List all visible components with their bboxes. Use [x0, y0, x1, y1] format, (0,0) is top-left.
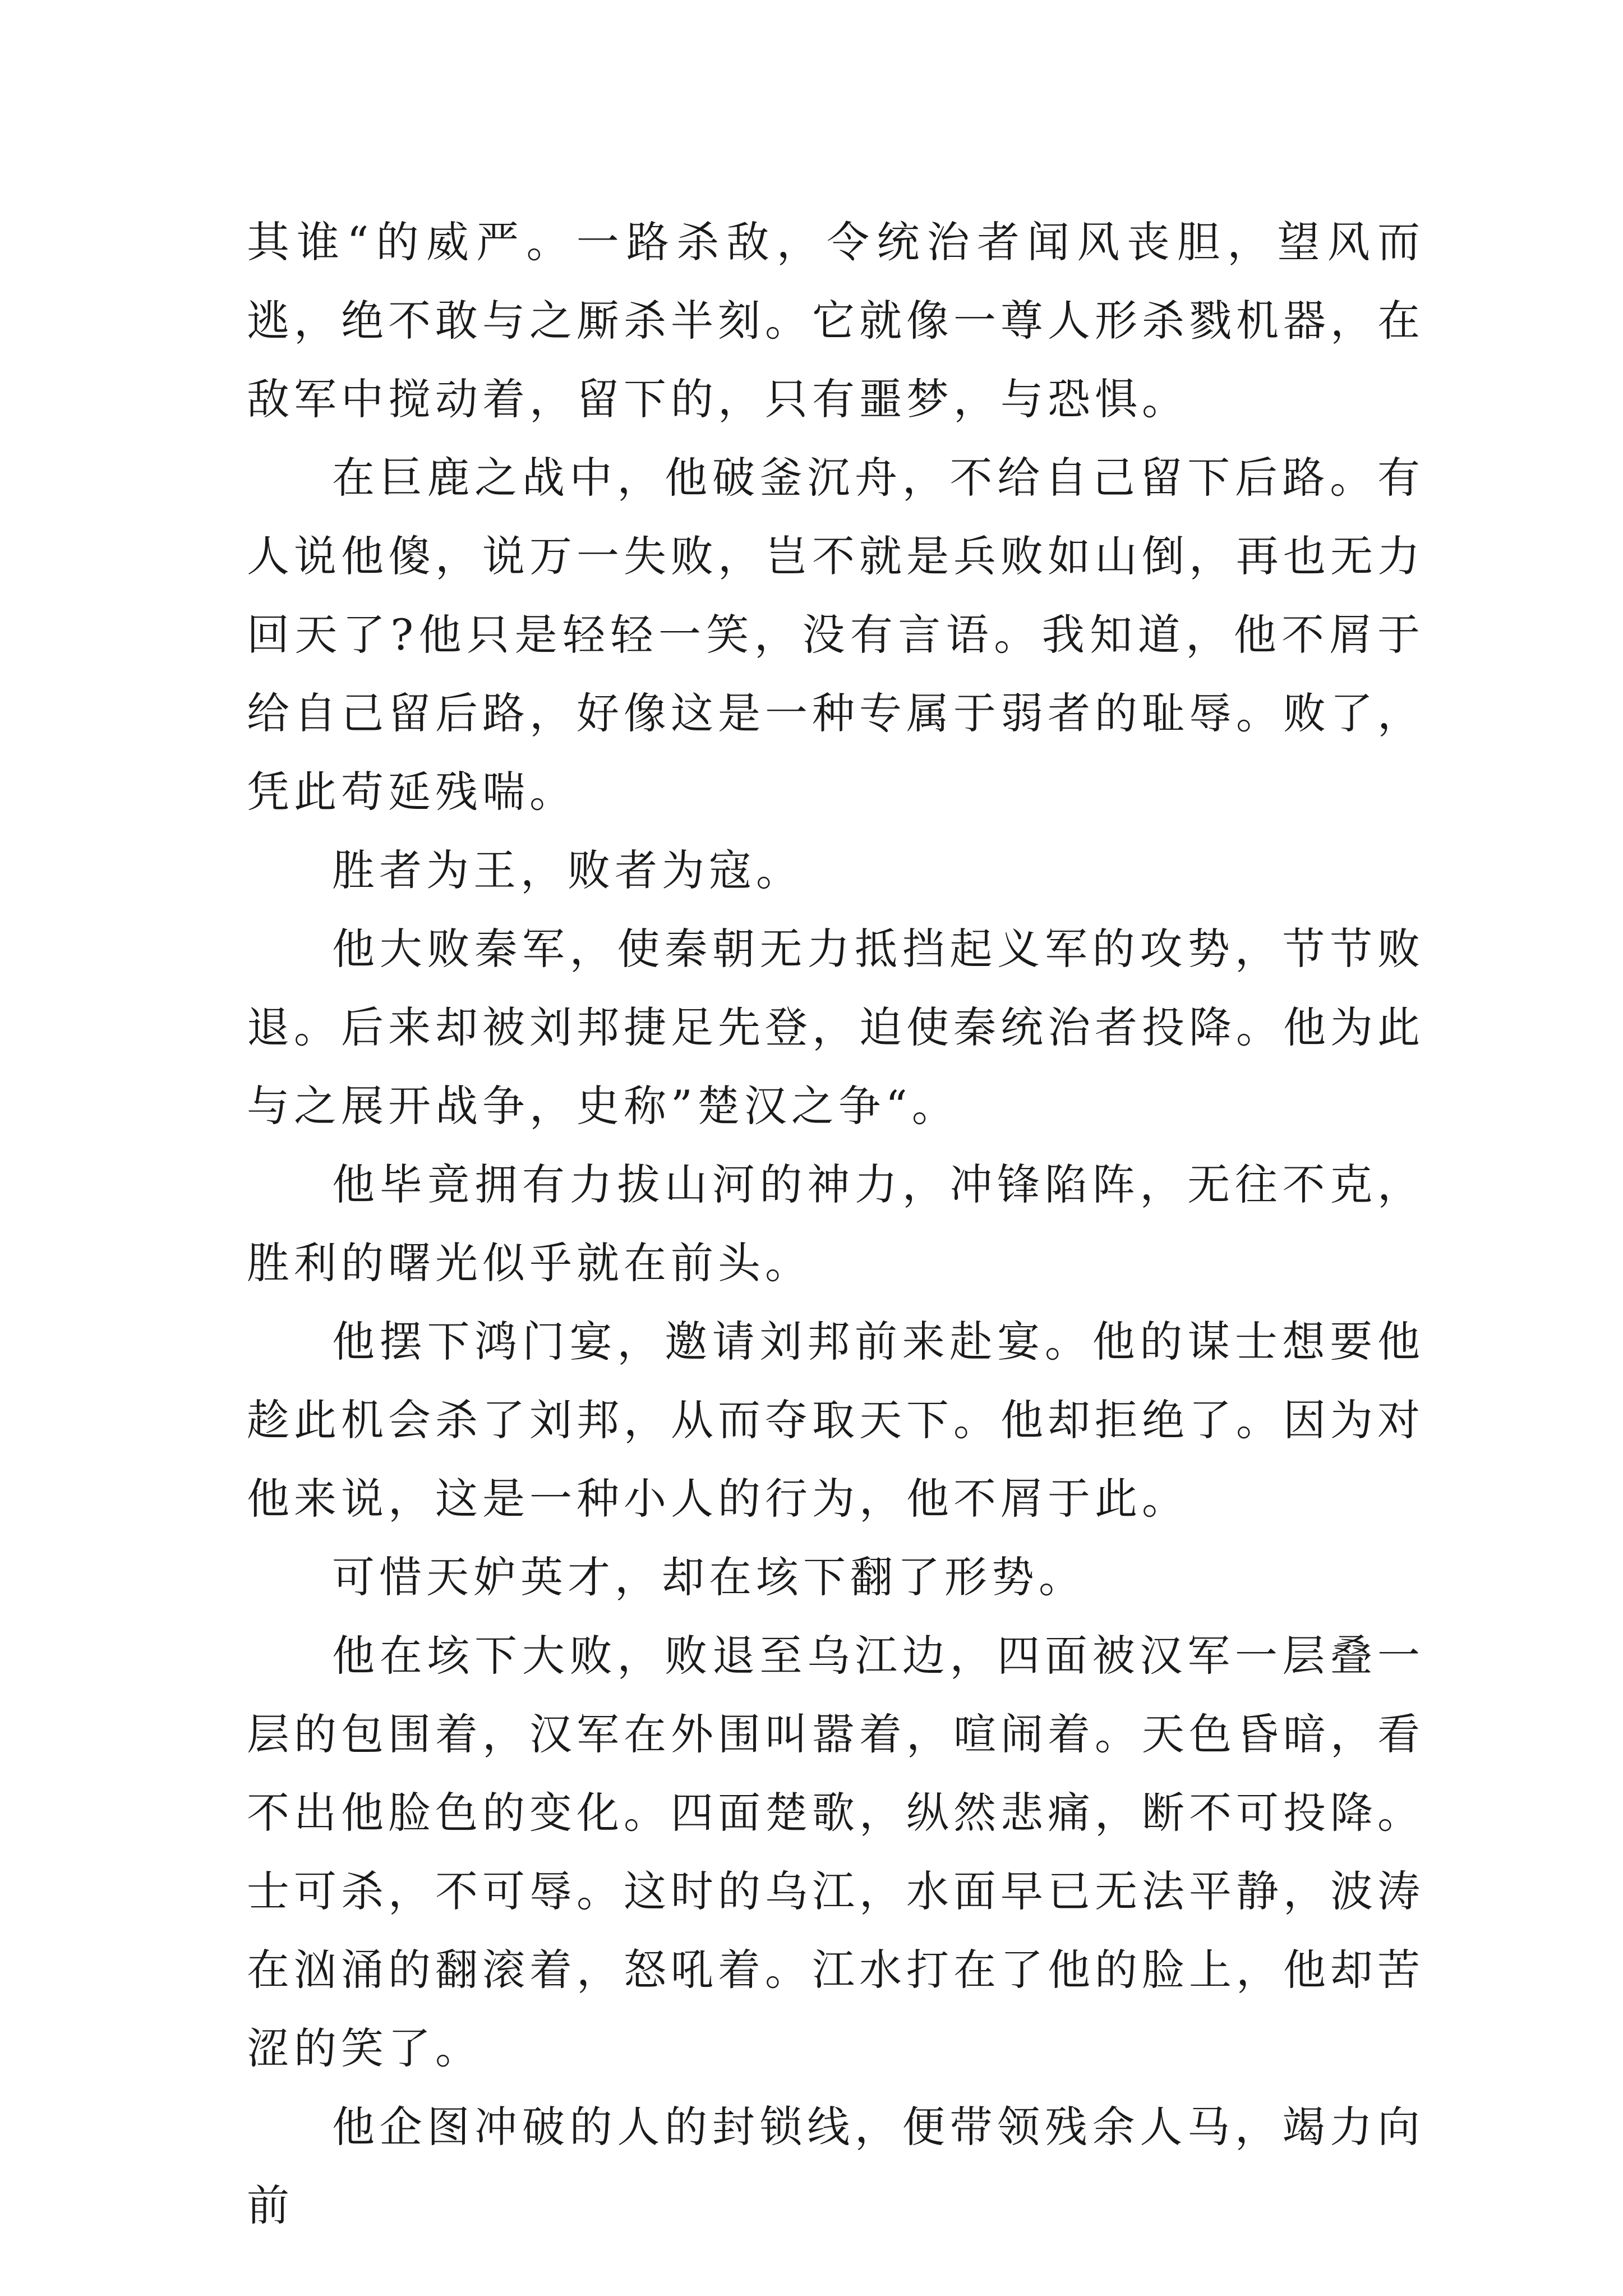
paragraph-4: 他大败秦军，使秦朝无力抵挡起义军的攻势，节节败退。后来却被刘邦捷足先登，迫使秦统治者投降。他为此与之展开战争，史称”楚汉之争“。: [247, 924, 1424, 1131]
document-body: [247, 203, 1424, 2245]
paragraph-7: 可惜天妒英才，却在垓下翻了形势。: [332, 1552, 1086, 1602]
paragraph-9: 他企图冲破的人的封锁线，便带领残余人马，竭力向前: [247, 2102, 1424, 2230]
paragraph-8: 他在垓下大败，败退至乌江边，四面被汉军一层叠一层的包围着，汉军在外围叫嚣着，喧闹着。天色昏暗，看不出他脸色的变化。四面楚歌，纵然悲痛，断不可投降。士可杀，不可辱。这时的乌江，水面早已无法平静，波涛在汹涌的翻滚着，怒吼着。江水打在了他的脸上，他却苦涩的笑了。: [247, 1631, 1424, 2073]
paragraph-5: 他毕竟拥有力拔山河的神力，冲锋陷阵，无往不克，胜利的曙光似乎就在前头。: [247, 1159, 1424, 1288]
paragraph-2: 在巨鹿之战中，他破釜沉舟，不给自己留下后路。有人说他傻，说万一失败，岂不就是兵败如山倒，再也无力回天了?他只是轻轻一笑，没有言语。我知道，他不屑于给自己留后路，好像这是一种专属于弱者的耻辱。败了，凭此苟延残喘。: [247, 453, 1424, 817]
paragraph-6: 他摆下鸿门宴，邀请刘邦前来赴宴。他的谋士想要他趁此机会杀了刘邦，从而夺取天下。他却拒绝了。因为对他来说，这是一种小人的行为，他不屑于此。: [247, 1317, 1424, 1524]
paragraph-1: 其谁“的威严。一路杀敌，令统治者闻风丧胆，望风而逃，绝不敢与之厮杀半刻。它就像一尊人形杀戮机器，在敌军中搅动着，留下的，只有噩梦，与恐惧。: [247, 217, 1424, 424]
paragraph-3: 胜者为王，败者为寇。: [332, 845, 803, 895]
